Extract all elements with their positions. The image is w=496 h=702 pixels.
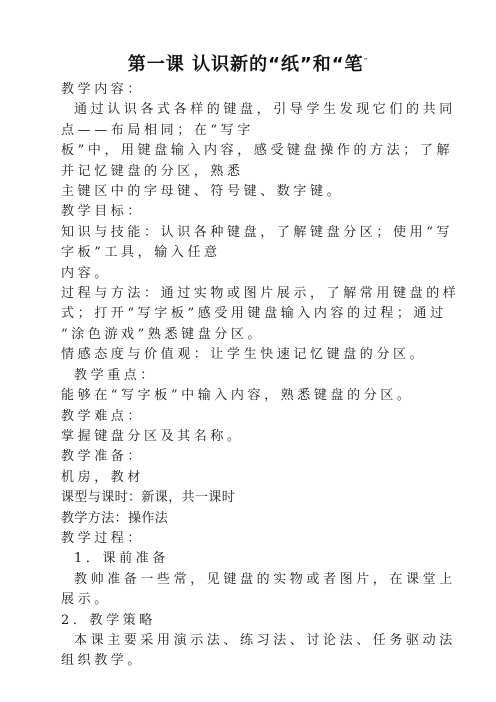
text-line: 机房，教材 (61, 469, 145, 485)
text-line: 板”中，用键盘输入内容，感受键盘操作的方法；了解 (61, 143, 454, 159)
text-line: 教帅准备一些常，见键盘的实物或者图片，在课堂上 (74, 571, 456, 587)
text-line: 知识与技能：认识各种键盘，了解键盘分区；使用“写 (61, 224, 454, 240)
lesson-title (0, 50, 496, 76)
text-line: 组织教学。 (61, 653, 145, 669)
text-line: 教学难点： (61, 408, 145, 424)
text-line: 1．课前准备 (74, 551, 169, 567)
text-line: 教学准备： (61, 449, 145, 465)
text-line: 式；打开“写字板”感受用键盘输入内容的过程；通过 (61, 306, 447, 322)
text-line: 能够在“写字板”中输入内容，熟悉键盘的分区。 (61, 388, 414, 404)
text-line: 情感态度与价值观：让学生快速记忆键盘的分区。 (61, 347, 427, 363)
text-line: 2．教学策略 (61, 612, 156, 628)
text-line: 并记忆键盘的分区，熟悉 (61, 163, 244, 179)
text-line: “涂色游戏”熟悉键盘分区。 (61, 326, 265, 342)
text-line: 本课主要采用演示法、练习法、讨论法、任务驱动法 (74, 632, 456, 648)
text-line: 通过认识各式各样的键盘，引导学生发现它们的共同 (74, 102, 456, 118)
text-line: 字板”工具，输入任意 (61, 245, 221, 261)
lesson-title-text: 第一课 认识新的“纸”和“笔 (127, 54, 364, 75)
text-line: 教学重点： (74, 367, 158, 383)
text-line: 教学过程： (61, 530, 145, 546)
lesson-title-mark: ” (363, 57, 369, 65)
text-line: 教学内容： (61, 82, 145, 97)
lesson-body (61, 80, 460, 672)
text-line: 过程与方法：通过实物或图片展示，了解常用键盘的样 (61, 286, 460, 302)
text-line: 掌握键盘分区及其名称。 (61, 428, 244, 444)
text-line: 教学目标： (61, 204, 145, 220)
text-line: 内容。 (61, 265, 111, 281)
text-line: 课型与课时：新课，共一课时 (61, 490, 236, 506)
text-line: 点——布局相同；在“写字 (61, 122, 254, 138)
text-line: 主键区中的字母键、符号键、数字键。 (61, 184, 344, 200)
text-line: 展示。 (61, 592, 111, 608)
text-line: 教学方法：操作法 (61, 510, 169, 526)
